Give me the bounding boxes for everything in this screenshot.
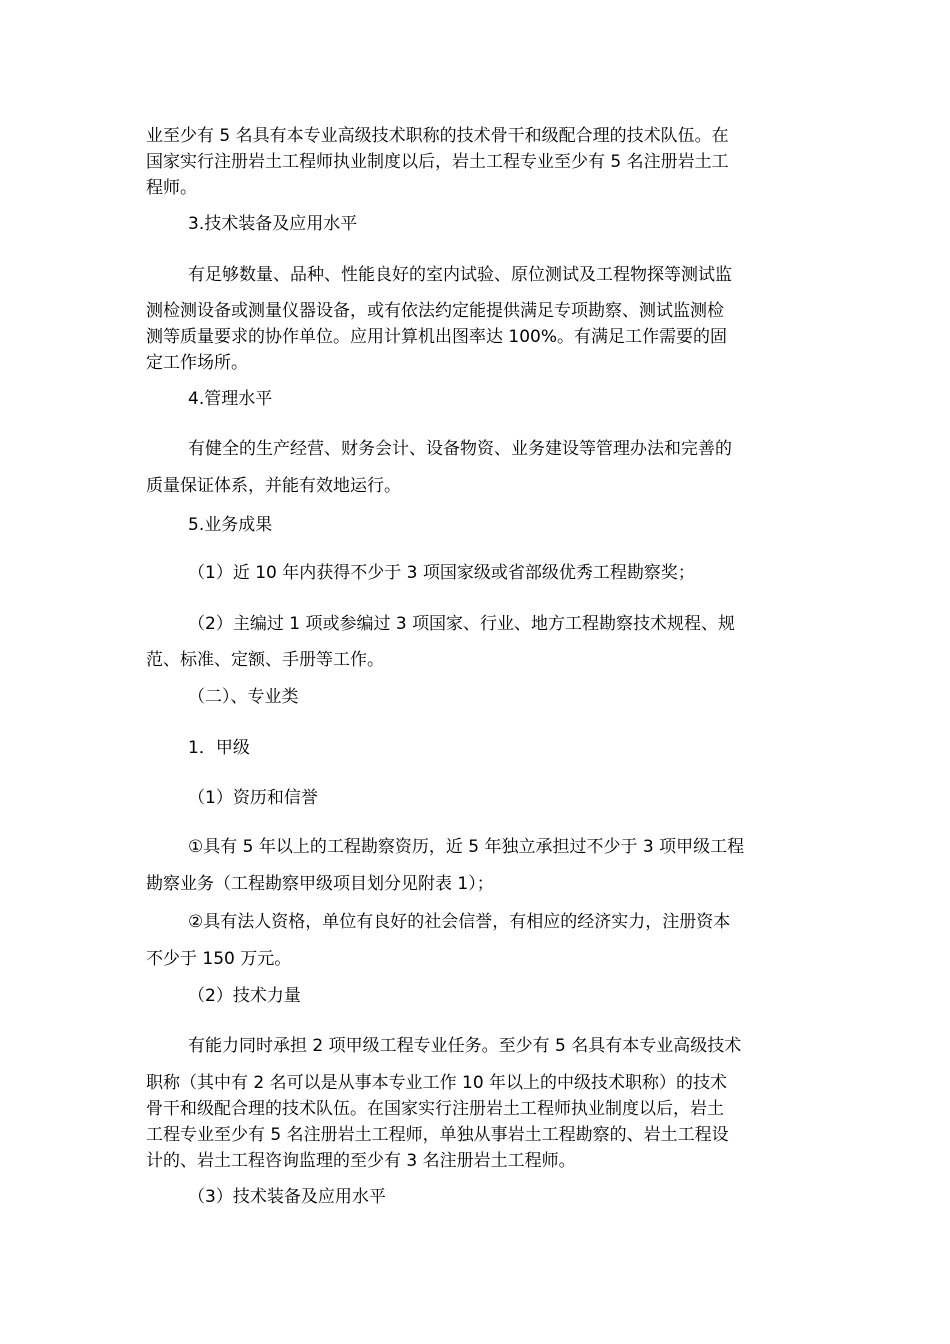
text-line: ②具有法人资格，单位有良好的社会信誉，有相应的经济实力，注册资本 <box>188 912 731 932</box>
section-heading: （2）技术力量 <box>188 986 301 1006</box>
text-line: 职称（其中有 2 名可以是从事本专业工作 10 年以上的中级技术职称）的技术 <box>146 1073 728 1093</box>
text-line: 骨干和级配合理的技术队伍。在国家实行注册岩土工程师执业制度以后，岩土 <box>146 1099 724 1119</box>
text-line: 业至少有 5 名具有本专业高级技术职称的技术骨干和级配合理的技术队伍。在 <box>146 126 729 146</box>
section-heading: （二）、专业类 <box>188 687 299 707</box>
text-line: 国家实行注册岩土工程师执业制度以后，岩土工程专业至少有 5 名注册岩土工 <box>146 152 729 172</box>
text-line: 范、标准、定额、手册等工作。 <box>146 650 384 670</box>
text-line: 计的、岩土工程咨询监理的至少有 3 名注册岩土工程师。 <box>146 1151 576 1171</box>
section-heading: （3）技术装备及应用水平 <box>188 1187 386 1207</box>
text-line: 不少于 150 万元。 <box>146 949 292 969</box>
text-line: 程师。 <box>146 178 197 198</box>
text-line: （1）近 10 年内获得不少于 3 项国家级或省部级优秀工程勘察奖； <box>188 563 695 583</box>
section-heading: （1）资历和信誉 <box>188 788 318 808</box>
text-line: 工程专业至少有 5 名注册岩土工程师，单独从事岩土工程勘察的、岩土工程设 <box>146 1125 729 1145</box>
text-line: 勘察业务（工程勘察甲级项目划分见附表 1）； <box>146 874 494 894</box>
section-heading: 4.管理水平 <box>188 389 273 409</box>
text-line: 测检测设备或测量仪器设备，或有依法约定能提供满足专项勘察、测试监测检 <box>146 301 724 321</box>
section-heading: 5.业务成果 <box>188 515 273 535</box>
section-heading: 3.技术装备及应用水平 <box>188 214 358 234</box>
text-line: 测等质量要求的协作单位。应用计算机出图率达 100%。有满足工作需要的固 <box>146 327 728 347</box>
text-line: 有足够数量、品种、性能良好的室内试验、原位测试及工程物探等测试监 <box>188 265 732 285</box>
text-line: 有能力同时承担 2 项甲级工程专业任务。至少有 5 名具有本专业高级技术 <box>188 1036 742 1056</box>
text-line: ①具有 5 年以上的工程勘察资历，近 5 年独立承担过不少于 3 项甲级工程 <box>188 837 745 857</box>
text-line: 有健全的生产经营、财务会计、设备物资、业务建设等管理办法和完善的 <box>188 439 732 459</box>
text-line: 定工作场所。 <box>146 353 248 373</box>
section-heading: 1．甲级 <box>188 738 250 758</box>
text-line: （2）主编过 1 项或参编过 3 项国家、行业、地方工程勘察技术规程、规 <box>188 614 736 634</box>
text-line: 质量保证体系，并能有效地运行。 <box>146 476 401 496</box>
